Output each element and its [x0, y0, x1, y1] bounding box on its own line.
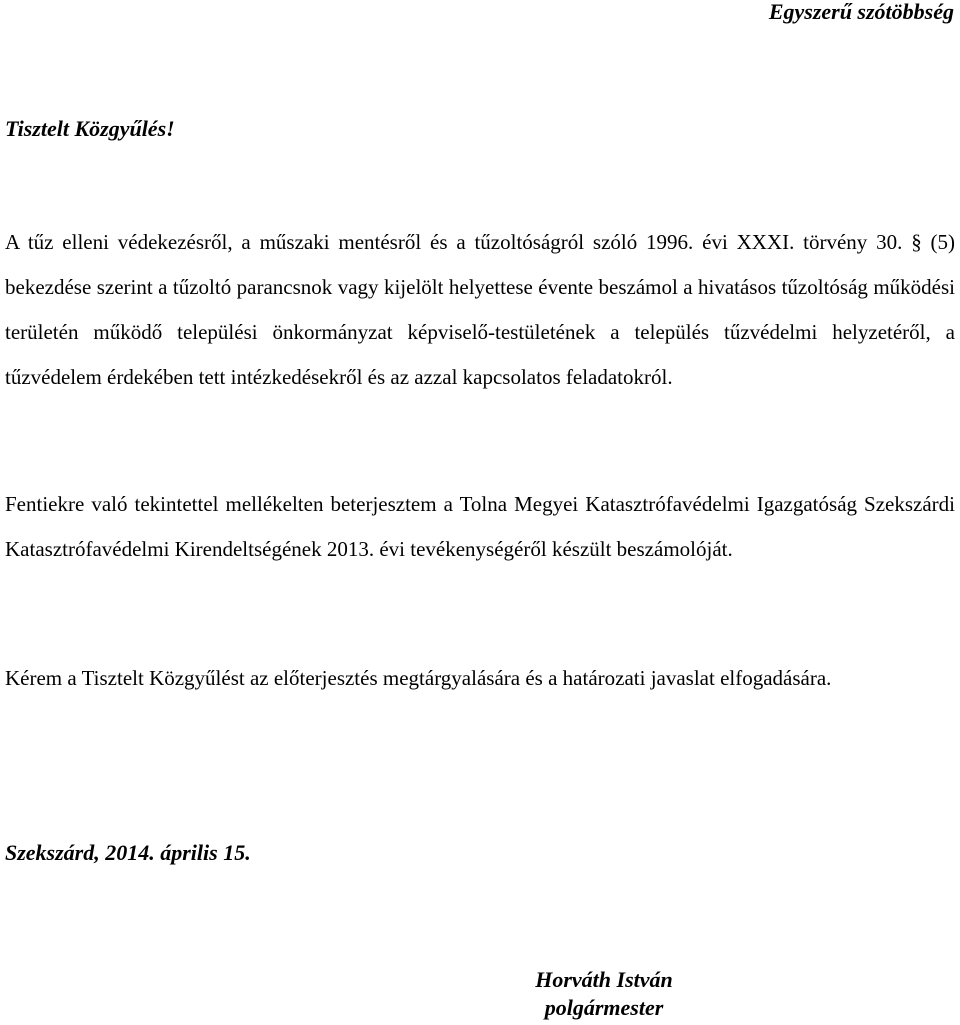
place-and-date: Szekszárd, 2014. április 15. — [5, 840, 251, 865]
signatory-name: Horváth István — [535, 967, 673, 992]
paragraph-legal-basis: A tűz elleni védekezésről, a műszaki mentésről és a tűzoltóságról szóló 1996. évi XXXI. törvény 30. § (5) bekezdése szerint a tűzoltó parancsnok vagy kijelölt helyettese évente beszámol a hivatásos tűzoltóság működési területén működő települési önkormányzat képviselő-testületének a település tűzvédelmi helyzetéről, a tűzvédelem érdekében tett intézkedésekről és az azzal kapcsolatos feladatokról. — [5, 230, 955, 389]
voting-requirement-note: Egyszerű szótöbbség — [768, 0, 954, 24]
salutation: Tisztelt Közgyűlés! — [5, 116, 175, 141]
signature-block — [500, 966, 708, 1022]
signatory-title: polgármester — [544, 995, 664, 1020]
paragraph-request: Kérem a Tisztelt Közgyűlést az előterjesztés megtárgyalására és a határozati javaslat elfogadására. — [5, 666, 832, 690]
paragraph-submission: Fentiekre való tekintettel mellékelten beterjesztem a Tolna Megyei Katasztrófavédelmi Igazgatóság Szekszárdi Katasztrófavédelmi Kirendeltségének 2013. évi tevékenységéről készült beszámolóját. — [5, 492, 955, 561]
